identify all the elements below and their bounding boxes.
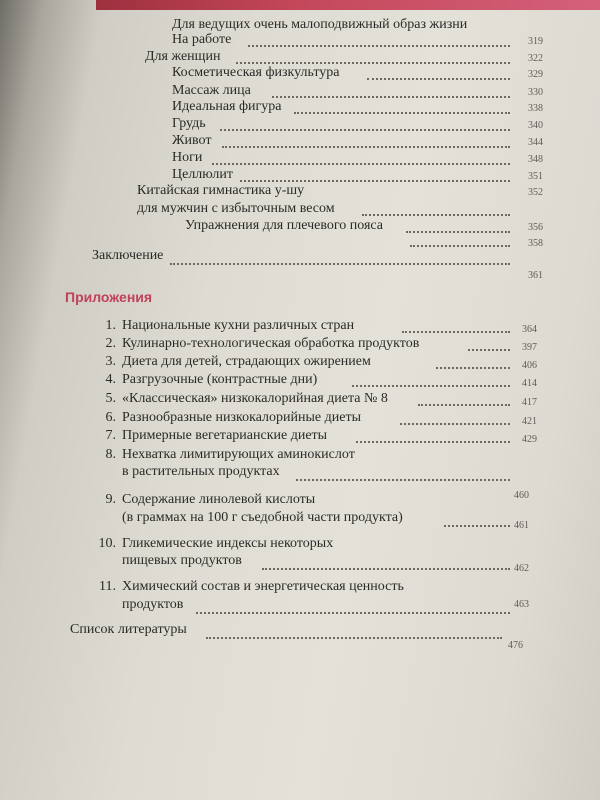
toc-page-number: 364 — [522, 324, 537, 335]
leader-dots — [352, 384, 510, 387]
appendix-item: 6. Разнообразные низкокалорийные диеты — [105, 410, 361, 425]
toc-entry: Для женщин — [145, 49, 221, 64]
appendix-item: 5. «Классическая» низкокалорийная диета № 8 — [105, 391, 388, 406]
appendix-item: 9. Содержание линолевой кислоты — [105, 492, 316, 507]
leader-dots — [362, 213, 510, 216]
leader-dots — [296, 478, 510, 481]
toc-entry: Упражнения для плечевого пояса — [185, 218, 384, 233]
leader-dots — [436, 366, 510, 369]
leader-dots — [220, 128, 510, 131]
leader-dots — [402, 330, 510, 333]
leader-dots — [294, 111, 510, 114]
appendix-item-continuation: в растительных продуктах — [122, 464, 280, 479]
leader-dots — [272, 95, 510, 98]
appendix-item: 10. Гликемические индексы некоторых — [98, 536, 334, 551]
appendix-item: 3. Диета для детей, страдающих ожирением — [105, 354, 371, 369]
toc-page-number: 348 — [528, 154, 543, 165]
toc-page-number: 344 — [528, 137, 543, 148]
toc-entry: Ноги — [172, 150, 203, 165]
appendix-item-continuation: пищевых продуктов — [122, 553, 242, 568]
leader-dots — [240, 179, 510, 182]
page-top-color-band — [0, 0, 600, 10]
toc-page-number: 352 — [528, 187, 543, 198]
toc-page-number: 361 — [528, 270, 543, 281]
toc-page-number: 462 — [514, 563, 529, 574]
toc-entry: Идеальная фигура — [172, 99, 282, 114]
appendix-item-continuation: продуктов — [122, 597, 184, 612]
leader-dots — [367, 77, 510, 80]
leader-dots — [206, 636, 502, 639]
leader-dots — [444, 524, 510, 527]
toc-page-number: 340 — [528, 120, 543, 131]
leader-dots — [212, 162, 510, 165]
toc-page-number: 319 — [528, 36, 543, 47]
appendix-item: 11. Химический состав и энергетическая ценность — [99, 579, 404, 594]
toc-page-number: 476 — [508, 640, 523, 651]
leader-dots — [170, 262, 510, 265]
leader-dots — [468, 348, 510, 351]
leader-dots — [196, 611, 510, 614]
toc-page-number: 329 — [528, 69, 543, 80]
toc-page-number: 338 — [528, 103, 543, 114]
leader-dots — [418, 403, 510, 406]
toc-page-number: 417 — [522, 397, 537, 408]
toc-entry: Грудь — [172, 116, 206, 131]
leader-dots — [262, 567, 510, 570]
leader-dots — [406, 230, 510, 233]
toc-entry: Косметическая физкультура — [172, 65, 340, 80]
leader-dots — [222, 145, 510, 148]
toc-page-number: 421 — [522, 416, 537, 427]
toc-page-number: 414 — [522, 378, 537, 389]
toc-entry: Массаж лица — [172, 83, 251, 98]
appendix-item: 2. Кулинарно-технологическая обработка продуктов — [105, 336, 420, 351]
toc-entry: Китайская гимнастика у-шу — [137, 183, 305, 198]
appendix-item: 8. Нехватка лимитирующих аминокислот — [105, 447, 355, 462]
appendix-item: 1. Национальные кухни различных стран — [105, 318, 355, 333]
toc-page-number: 461 — [514, 520, 529, 531]
toc-page-number: 460 — [514, 490, 529, 501]
toc-entry: Для ведущих очень малоподвижный образ жизни — [172, 17, 468, 32]
toc-page-number: 356 — [528, 222, 543, 233]
toc-entry: На работе — [172, 32, 232, 47]
toc-page-number: 406 — [522, 360, 537, 371]
appendix-item-continuation: (в граммах на 100 г съедобной части продукта) — [122, 510, 403, 525]
toc-page-number: 351 — [528, 171, 543, 182]
toc-page-number: 322 — [528, 53, 543, 64]
section-title-appendix: Приложения — [65, 289, 153, 305]
leader-dots — [248, 44, 510, 47]
toc-page-number: 429 — [522, 434, 537, 445]
toc-entry: Целлюлит — [172, 167, 234, 182]
toc-page-number: 397 — [522, 342, 537, 353]
toc-entry-bibliography: Список литературы — [70, 622, 187, 637]
toc-page-number: 330 — [528, 87, 543, 98]
leader-dots — [236, 61, 510, 64]
leader-dots — [400, 422, 510, 425]
toc-entry-conclusion: Заключение — [92, 248, 164, 263]
leader-dots — [410, 244, 510, 247]
toc-page-number: 463 — [514, 599, 529, 610]
toc-entry: для мужчин с избыточным весом — [137, 201, 335, 216]
toc-page-number: 358 — [528, 238, 543, 249]
leader-dots — [356, 440, 510, 443]
appendix-item: 4. Разгрузочные (контрастные дни) — [105, 372, 318, 387]
appendix-item: 7. Примерные вегетарианские диеты — [105, 428, 328, 443]
toc-entry: Живот — [172, 133, 212, 148]
